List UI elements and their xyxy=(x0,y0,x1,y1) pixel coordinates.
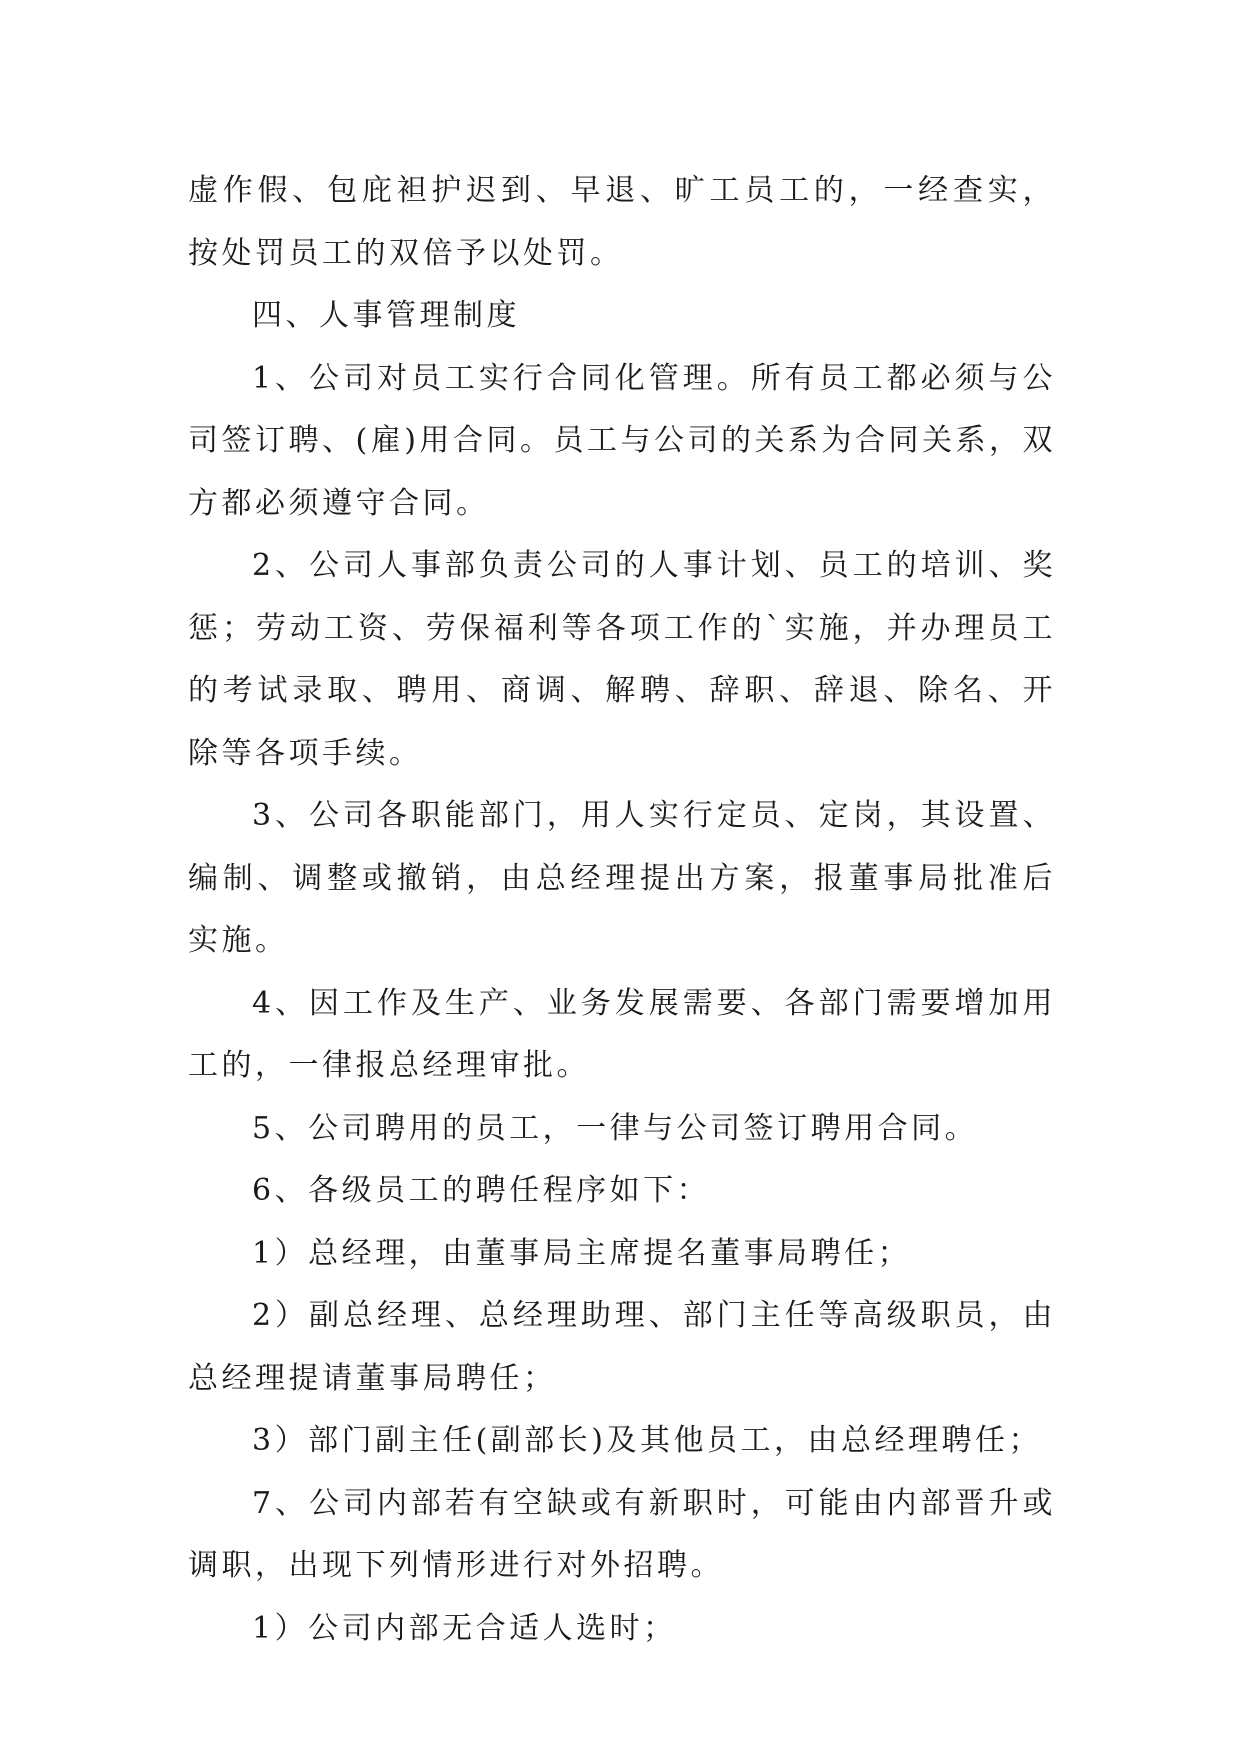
paragraph-item-5: 5、公司聘用的员工，一律与公司签订聘用合同。 xyxy=(252,1110,979,1146)
sub-item-7-1: 1）公司内部无合适人选时； xyxy=(252,1610,677,1646)
paragraph-item-2: 2、公司人事部负责公司的人事计划、员工的培训、奖惩；劳动工资、劳保福利等各项工作的`实施，并办理员工的考试录取、聘用、商调、解聘、辞职、辞退、除名、开除等各项手续。 xyxy=(188,548,1056,771)
sub-item-6-3: 3）部门副主任(副部长)及其他员工，由总经理聘任； xyxy=(252,1423,1042,1458)
section-heading: 四、人事管理制度 xyxy=(252,298,520,333)
paragraph-item-7: 7、公司内部若有空缺或有新职时，可能由内部晋升或调职，出现下列情形进行对外招聘。 xyxy=(188,1485,1056,1583)
paragraph-continuation: 虚作假、包庇袒护迟到、早退、旷工员工的，一经查实，按处罚员工的双倍予以处罚。 xyxy=(188,173,1056,271)
document-page xyxy=(188,160,1056,1660)
paragraph-item-6: 6、各级员工的聘任程序如下： xyxy=(252,1173,711,1208)
paragraph-item-3: 3、公司各职能部门，用人实行定员、定岗，其设置、编制、调整或撤销，由总经理提出方案，报董事局批准后实施。 xyxy=(188,798,1056,958)
sub-item-6-2: 2）副总经理、总经理助理、部门主任等高级职员，由总经理提请董事局聘任； xyxy=(188,1298,1056,1396)
sub-item-6-1: 1）总经理，由董事局主席提名董事局聘任； xyxy=(252,1235,912,1271)
paragraph-item-4: 4、因工作及生产、业务发展需要、各部门需要增加用工的，一律报总经理审批。 xyxy=(188,985,1056,1083)
paragraph-item-1: 1、公司对员工实行合同化管理。所有员工都必须与公司签订聘、(雇)用合同。员工与公司的关系为合同关系，双方都必须遵守合同。 xyxy=(188,360,1056,521)
